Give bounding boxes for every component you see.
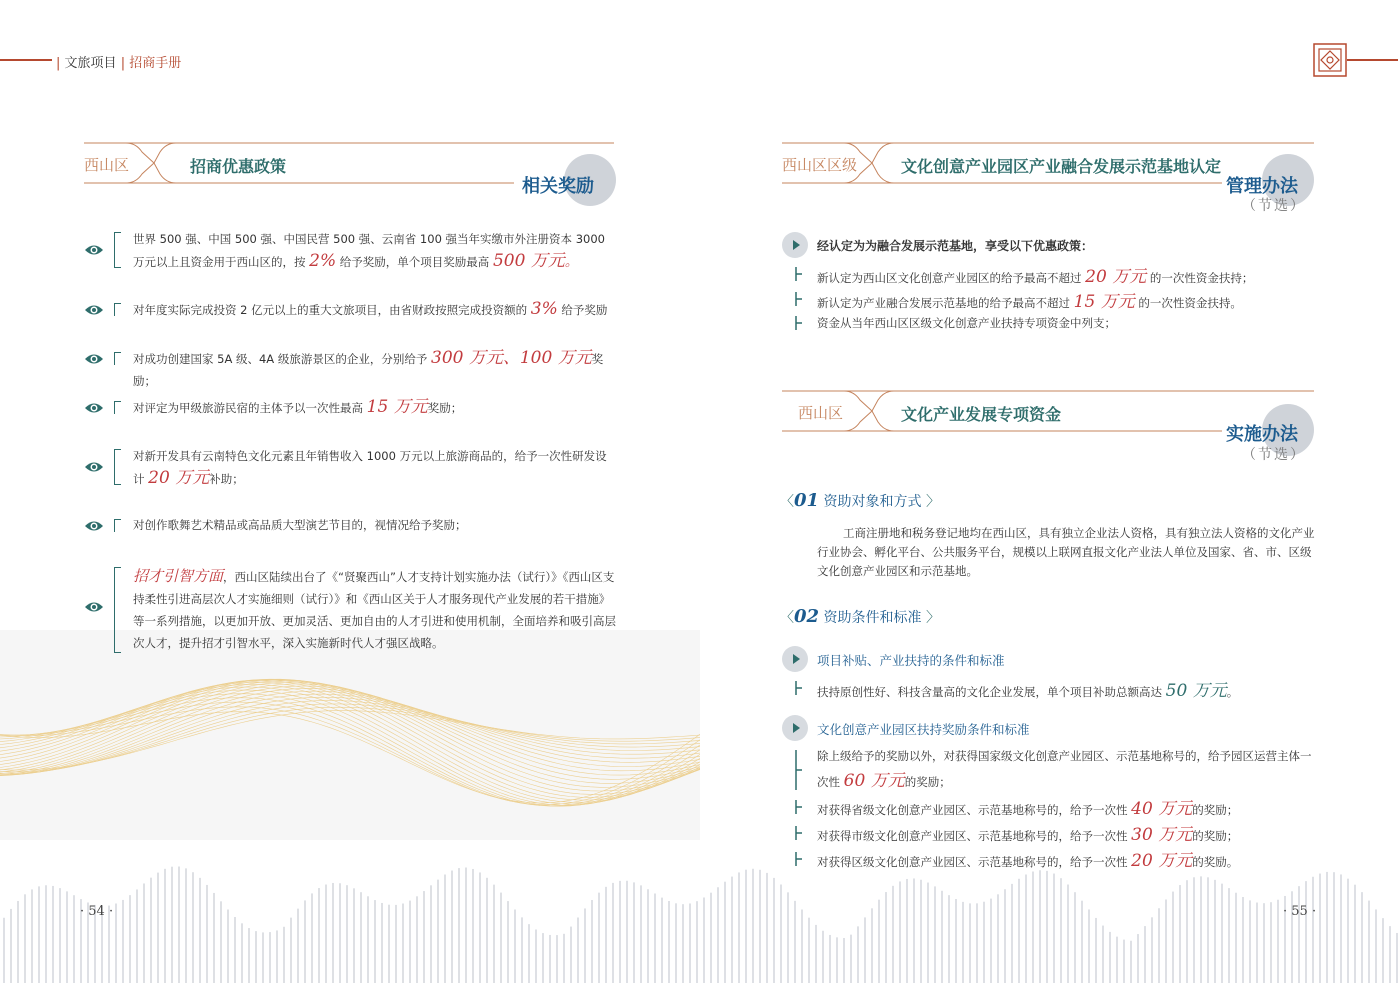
play-bullet-icon xyxy=(782,646,808,672)
section-title: 资助条件和标准 xyxy=(823,610,922,626)
policy-item xyxy=(84,347,616,388)
section1-line: 新认定为产业融合发展示范基地的给予最高不超过 15 万元 的一次性资金扶持。 xyxy=(817,292,1242,312)
header-rule-right xyxy=(1347,59,1398,61)
highlight-value: 20 万元 xyxy=(1131,851,1193,871)
highlight-value: 2% xyxy=(309,251,337,271)
right-banner1-note: （节选） xyxy=(1242,198,1306,214)
sub2-title: 文化创意产业园区扶持奖励条件和标准 xyxy=(817,722,1030,737)
talent-lead: 招才引智方面 xyxy=(133,567,224,585)
eye-icon xyxy=(84,243,104,257)
right-banner2-note: （节选） xyxy=(1242,447,1306,463)
policy-item xyxy=(84,228,616,272)
right-banner2-location: 西山区 xyxy=(798,404,844,422)
eye-icon xyxy=(84,460,104,474)
sub1-line: 扶持原创性好、科技含量高的文化企业发展，单个项目补助总额高达 50 万元。 xyxy=(817,681,1239,701)
right-banner1-subtitle: 管理办法 xyxy=(1226,176,1298,197)
sub1-title: 项目补贴、产业扶持的条件和标准 xyxy=(817,653,1005,668)
tick-icon xyxy=(794,800,804,814)
right-banner1-location: 西山区区级 xyxy=(782,156,858,174)
item-text: 世界 500 强、中国 500 强、中国民营 500 强、云南省 100 强当年实缴市外注册资本 3000 万元以上且资金用于西山区的，按 xyxy=(133,232,605,269)
eye-icon xyxy=(84,519,104,533)
policy-item xyxy=(84,565,616,657)
sub2-line: 对获得区级文化创意产业园区、示范基地称号的，给予一次性 20 万元的奖励。 xyxy=(817,851,1239,871)
right-banner-funds xyxy=(782,390,1322,470)
eye-icon xyxy=(84,401,104,415)
policy-item xyxy=(84,445,616,489)
highlight-value: 30 万元 xyxy=(1131,825,1193,845)
decorative-wave-background xyxy=(0,630,700,850)
right-banner1-title: 文化创意产业园区产业融合发展示范基地认定 xyxy=(901,157,1222,176)
right-banner2-title: 文化产业发展专项资金 xyxy=(901,405,1062,424)
item-text: 。 xyxy=(564,255,578,270)
play-bullet-icon xyxy=(782,715,808,741)
tick-icon xyxy=(794,826,804,840)
play-bullet-icon xyxy=(782,232,808,258)
tick-icon xyxy=(794,681,804,695)
highlight-value: 60 万元 xyxy=(843,771,905,791)
item-text: ，西山区陆续出台了《“贤聚西山”人才支持计划实施办法（试行）》《西山区支持柔性引进高层次人才实施细则（试行）》和《西山区关于人才服务现代产业发展的若干措施》等一系列措施，以更加开放、更加灵活、更加自由的人才引进和使用机制，全面培养和吸引高层次人才，提升招才引智水平，深入实施新时代人才强区战略。 xyxy=(133,570,616,650)
header-rule-left xyxy=(0,59,52,61)
highlight-value: 3% xyxy=(530,299,558,319)
highlight-value: 20 万元 xyxy=(148,468,210,488)
eye-icon xyxy=(84,600,104,614)
section-02-heading: 〈02 资助条件和标准 〉 xyxy=(780,606,940,627)
section-number: 01 xyxy=(794,490,820,511)
highlight-value: 15 万元 xyxy=(366,397,428,417)
eye-icon xyxy=(84,352,104,366)
header-project: 文旅项目 xyxy=(64,56,117,71)
item-text: 给予奖励，单个项目奖励最高 xyxy=(336,255,493,269)
left-section-banner xyxy=(84,142,624,212)
highlight-value: 20 万元 xyxy=(1085,267,1147,287)
item-text: 对评定为甲级旅游民宿的主体予以一次性最高 xyxy=(133,401,367,415)
lattice-logo-icon xyxy=(1313,43,1347,77)
highlight-value: 500 万元 xyxy=(492,251,565,271)
item-text: 对创作歌舞艺术精品或高品质大型演艺节目的，视情况给予奖励； xyxy=(133,518,467,532)
tick-icon xyxy=(794,750,804,790)
sub2-first-line: 除上级给予的奖励以外，对获得国家级文化创意产业园区、示范基地称号的，给予园区运营主体一次性 60 万元的奖励； xyxy=(817,749,1312,791)
section1-line: 新认定为西山区文化创意产业园区的给予最高不超过 20 万元 的一次性资金扶持； xyxy=(817,267,1254,287)
policy-item xyxy=(84,298,616,322)
right-banner2-subtitle: 实施办法 xyxy=(1226,424,1298,445)
section-01-heading: 〈01 资助对象和方式 〉 xyxy=(780,490,940,511)
item-text: 奖励； xyxy=(427,401,463,415)
tick-icon xyxy=(794,852,804,866)
left-banner-title: 招商优惠政策 xyxy=(190,157,287,176)
highlight-value: 40 万元 xyxy=(1131,799,1193,819)
policy-item xyxy=(84,396,616,420)
header-manual: 招商手册 xyxy=(129,56,182,71)
tick-icon xyxy=(794,292,804,306)
left-banner-location: 西山区 xyxy=(84,156,130,174)
highlight-value: 15 万元 xyxy=(1073,292,1135,312)
right-banner-management xyxy=(782,142,1322,222)
sub2-line: 对获得省级文化创意产业园区、示范基地称号的，给予一次性 40 万元的奖励； xyxy=(817,799,1239,819)
highlight-value: 50 万元 xyxy=(1165,681,1227,701)
sub2-line: 对获得市级文化创意产业园区、示范基地称号的，给予一次性 30 万元的奖励； xyxy=(817,825,1239,845)
highlight-value: 300 万元、100 万元 xyxy=(431,348,592,368)
page-number-left: · 54 · xyxy=(80,904,114,919)
item-text: 对年度实际完成投资 2 亿元以上的重大文旅项目，由省财政按照完成投资额的 xyxy=(133,303,531,317)
section-01-body: 工商注册地和税务登记地均在西山区，具有独立企业法人资格，具有独立法人资格的文化产业行业协会、孵化平台、公共服务平台，规模以上联网直报文化产业法人单位及国家、省、市、区级文化创意产业园区和示范基地。 xyxy=(817,526,1315,578)
section1-line: 资金从当年西山区区级文化创意产业扶持专项资金中列支； xyxy=(817,316,1116,330)
item-text: 对新开发具有云南特色文化元素且年销售收入 1000 万元以上旅游商品的，给予一次性研发设计 xyxy=(133,449,607,486)
section-title: 资助对象和方式 xyxy=(823,494,922,510)
item-text: 给予奖励 xyxy=(557,303,608,317)
policy-item xyxy=(84,514,616,538)
item-text: 对成功创建国家 5A 级、4A 级旅游景区的企业，分别给予 xyxy=(133,352,431,366)
section-number: 02 xyxy=(794,606,820,627)
item-text: 补助； xyxy=(209,472,244,486)
section1-heading: 经认定为为融合发展示范基地，享受以下优惠政策： xyxy=(817,239,1094,253)
page-number-right: · 55 · xyxy=(1283,904,1317,919)
eye-icon xyxy=(84,303,104,317)
header-title: | 文旅项目 | 招商手册 xyxy=(56,56,182,71)
left-banner-subtitle: 相关奖励 xyxy=(522,176,594,197)
item-text: 奖励； xyxy=(133,352,604,388)
tick-icon xyxy=(794,316,804,330)
tick-icon xyxy=(794,267,804,281)
